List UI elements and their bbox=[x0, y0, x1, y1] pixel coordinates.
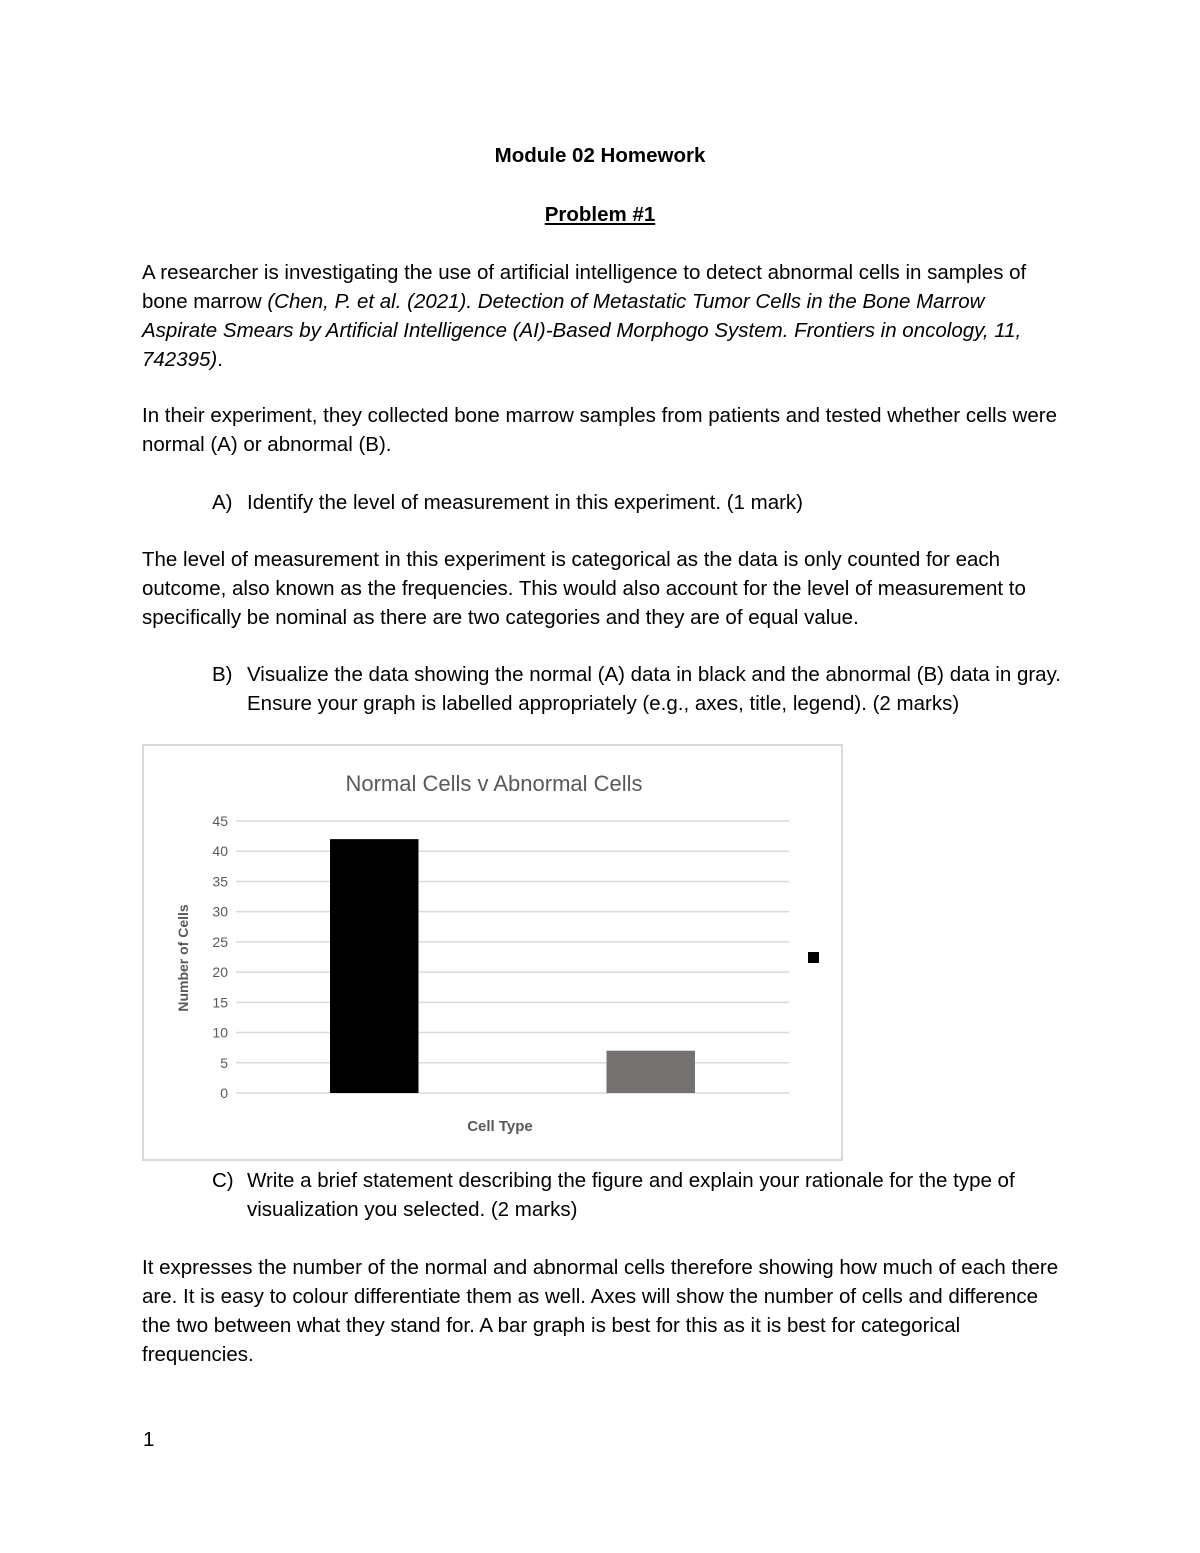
y-tick-label: 25 bbox=[212, 933, 228, 950]
chart-title: Normal Cells v Abnormal Cells bbox=[345, 771, 643, 796]
y-tick-label: 30 bbox=[212, 903, 228, 920]
y-axis-label: Number of Cells bbox=[175, 904, 191, 1012]
bars bbox=[330, 839, 695, 1093]
question-c-label: C) bbox=[212, 1169, 234, 1192]
bar-abnormal bbox=[607, 1051, 695, 1093]
citation: (Chen, P. et al. (2021). Detection of Metastatic Tumor Cells in the Bone Marrow Aspirate Smears by Artificial Intelligence (AI)-Based Morphogo System. Frontiers in oncology, 11, 742395) bbox=[142, 290, 1022, 371]
y-tick-label: 15 bbox=[212, 994, 228, 1011]
question-a-text: Identify the level of measurement in this experiment. (1 mark) bbox=[247, 491, 804, 514]
bar-normal bbox=[330, 839, 418, 1093]
y-tick-label: 10 bbox=[212, 1024, 228, 1041]
y-tick-label: 40 bbox=[212, 843, 228, 860]
x-axis-label: Cell Type bbox=[467, 1118, 533, 1135]
question-a-label: A) bbox=[212, 491, 233, 514]
intro-paragraph bbox=[142, 258, 1062, 374]
question-c-text: Write a brief statement describing the figure and explain your rationale for the type of visualization you selected. (2 marks) bbox=[247, 1169, 1015, 1221]
bar-chart-svg bbox=[144, 746, 845, 1163]
y-tick-label: 35 bbox=[212, 873, 228, 890]
experiment-paragraph: In their experiment, they collected bone marrow samples from patients and tested whether cells were normal (A) or abnormal (B). bbox=[142, 404, 1057, 456]
page-number: 1 bbox=[143, 1428, 155, 1451]
answer-a: The level of measurement in this experiment is categorical as the data is only counted for each outcome, also known as the frequencies. This would also account for the level of measurement to specifically be nominal as there are two categories and they are of equal value. bbox=[142, 548, 1026, 629]
y-tick-label: 5 bbox=[220, 1054, 228, 1071]
y-tick-label: 20 bbox=[212, 964, 228, 981]
legend-marker bbox=[808, 952, 819, 963]
y-tick-label: 0 bbox=[220, 1085, 228, 1101]
problem-heading: Problem #1 bbox=[544, 203, 656, 226]
question-b-text: Visualize the data showing the normal (A) data in black and the abnormal (B) data in gray. Ensure your graph is labelled appropriately (e.g., axes, title, legend). (2 marks) bbox=[247, 663, 1062, 715]
question-b-label: B) bbox=[212, 663, 233, 686]
question-c bbox=[212, 1166, 1062, 1224]
page-title: Module 02 Homework bbox=[494, 144, 706, 167]
y-tick-label: 45 bbox=[212, 813, 228, 829]
grid-and-ticks bbox=[212, 813, 789, 1101]
question-b bbox=[212, 660, 1062, 718]
intro-lead: A researcher is investigating the use of artificial intelligence to detect abnormal cells in samples of bone marrow bbox=[142, 261, 1027, 313]
answer-c: It expresses the number of the normal and abnormal cells therefore showing how much of each there are. It is easy to colour differentiate them as well. Axes will show the number of cells and difference the two between what they stand for. A bar graph is best for this as it is best for categorical frequencies. bbox=[142, 1256, 1059, 1366]
intro-tail: . bbox=[217, 348, 223, 371]
question-a bbox=[212, 488, 1062, 517]
bar-chart bbox=[142, 744, 843, 1161]
